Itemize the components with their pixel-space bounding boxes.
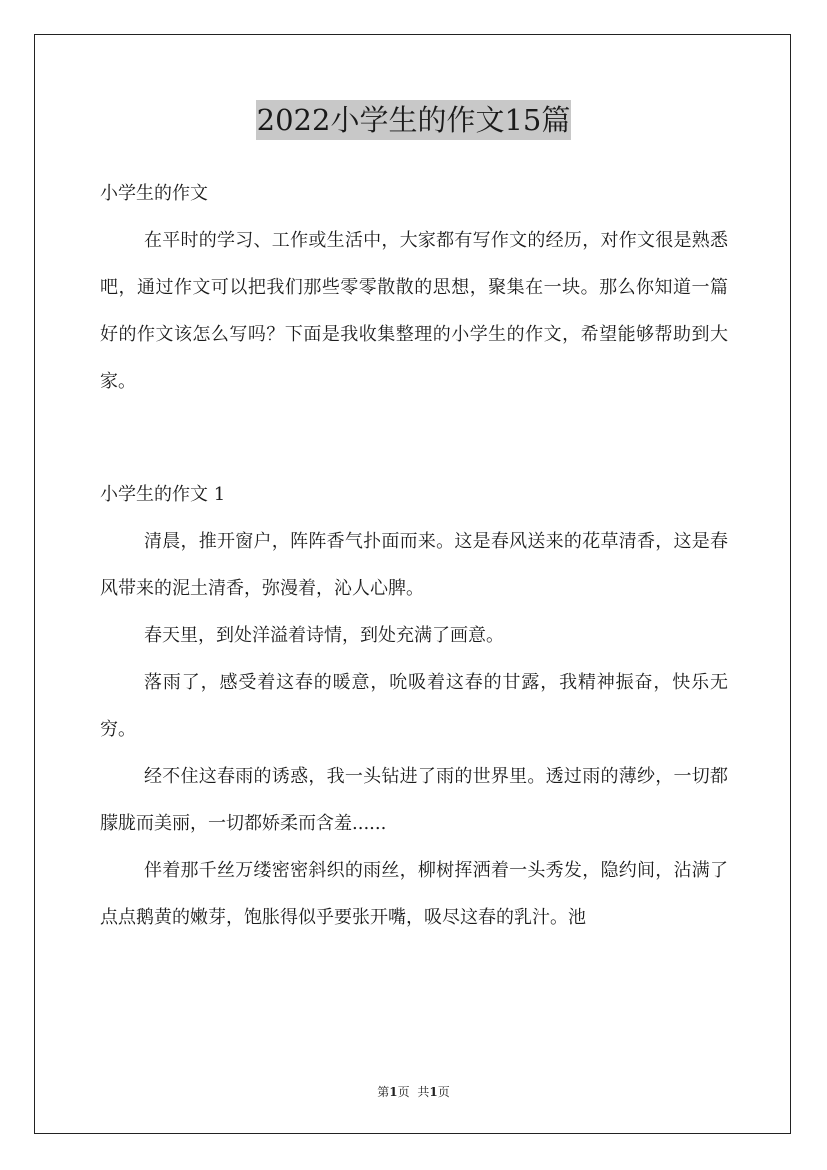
footer-page-prefix: 第 <box>377 1085 390 1099</box>
footer-page-suffix: 页 <box>397 1085 410 1099</box>
document-title: 2022小学生的作文15篇 <box>256 100 572 140</box>
essay-paragraph: 春天里，到处洋溢着诗情，到处充满了画意。 <box>144 625 504 646</box>
footer-total-number: 1 <box>429 1085 438 1099</box>
essay-paragraph: 经不住这春雨的诱惑，我一头钻进了雨的世界里。透过雨的薄纱，一切都朦胧而美丽，一切都娇柔而含羞...... <box>100 766 728 834</box>
essay-paragraph: 清晨，推开窗户，阵阵香气扑面而来。这是春风送来的花草清香，这是春风带来的泥土清香，弥漫着，沁人心脾。 <box>100 531 728 599</box>
essay-heading: 小学生的作文 1 <box>100 484 226 505</box>
document-body <box>100 170 728 941</box>
intro-paragraph: 在平时的学习、工作或生活中，大家都有写作文的经历，对作文很是熟悉吧，通过作文可以把我们那些零零散散的思想，聚集在一块。那么你知道一篇好的作文该怎么写吗？下面是我收集整理的小学生的作文，希望能够帮助到大家。 <box>100 230 728 392</box>
footer-total-suffix: 页 <box>437 1085 450 1099</box>
footer-page-number: 1 <box>389 1085 398 1099</box>
intro-heading: 小学生的作文 <box>100 183 208 204</box>
essay-paragraph: 伴着那千丝万缕密密斜织的雨丝，柳树挥洒着一头秀发，隐约间，沾满了点点鹅黄的嫩芽，饱胀得似乎要张开嘴，吸尽这春的乳汁。池 <box>100 860 728 928</box>
page-footer <box>0 1084 827 1100</box>
title-container <box>0 100 827 140</box>
footer-total-prefix: 共 <box>417 1085 430 1099</box>
essay-paragraph: 落雨了，感受着这春的暖意，吮吸着这春的甘露，我精神振奋，快乐无穷。 <box>100 672 728 740</box>
section-spacer <box>100 405 728 471</box>
